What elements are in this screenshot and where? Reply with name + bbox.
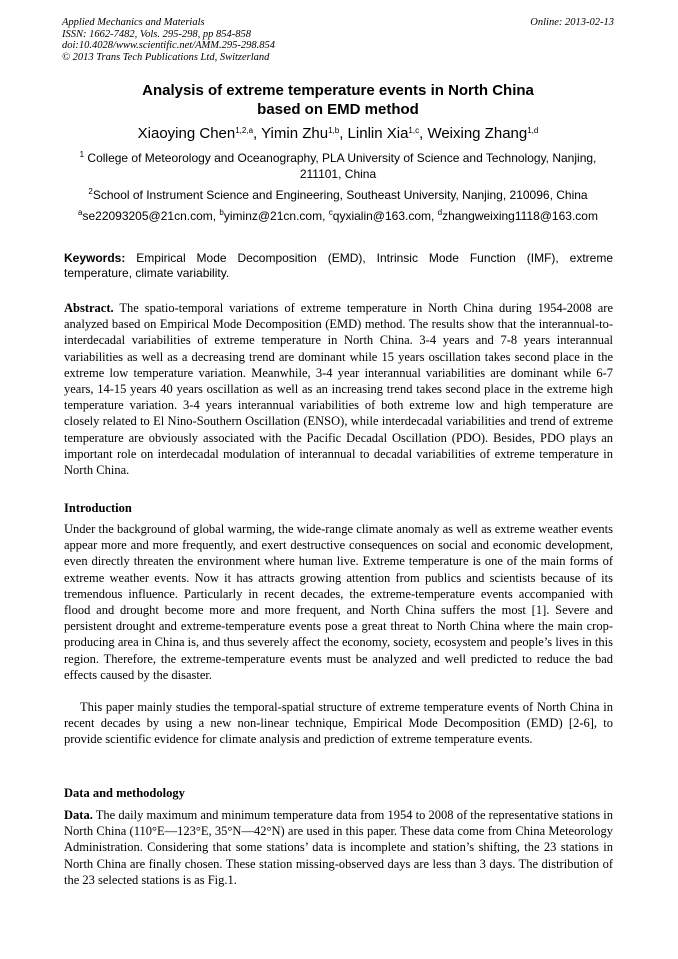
data-label: Data.: [64, 808, 93, 822]
introduction-paragraph-2: This paper mainly studies the temporal-spatial structure of extreme temperature events of North China in recent decades by using a new non-linear technique, Empirical Mode Decomposition (EMD) [2-6], to provide scientific evidence for climate analysis and prediction of extreme temperature events.: [64, 700, 613, 747]
journal-name: Applied Mechanics and Materials: [62, 17, 205, 28]
keywords: [64, 251, 613, 281]
affiliation-2: $^2$School of Instrument Science and Engineering, Southeast University, Nanjing, 210096, China: [88, 187, 588, 202]
author-list: Xiaoying Chen$^{1,2,a}$, Yimin Zhu$^{1,b}$, Linlin Xia$^{1,c}$, Weixing Zhang$^{1,d}$: [137, 125, 539, 142]
keywords-label: Keywords:: [64, 251, 126, 265]
email-link[interactable]: se22093205@21cn.com,: [82, 209, 220, 223]
data-text: The daily maximum and minimum temperature data from 1954 to 2008 of the representative stations in North China (110°E—123°E, 35°N—42°N) are used in this paper. These data come from China Meteorology Administration. Considering that some stations’ data is incomplete and station’s shifting, the 23 stations in North China are finally chosen. These station missing-observed days are less than 3 days. The distribution of the 23 selected stations is as Fig.1.: [64, 808, 613, 887]
affiliation-1: $^1$ College of Meteorology and Oceanography, PLA University of Science and Technology, Nanjing, 211101, China: [79, 150, 597, 181]
author-name: Weixing Zhang: [427, 125, 528, 142]
title-line-1: Analysis of extreme temperature events in North China: [142, 82, 534, 99]
abstract-label: Abstract.: [64, 301, 114, 315]
doi-line: doi:10.4028/www.scientific.net/AMM.295-298.854: [62, 40, 275, 51]
author-affil-sup: 1,d: [527, 126, 539, 135]
author-name: Xiaoying Chen: [137, 125, 236, 142]
keywords-text: Empirical Mode Decomposition (EMD), Intrinsic Mode Function (IMF), extreme temperature, climate variability.: [64, 251, 613, 280]
title-line-2: based on EMD method: [257, 101, 419, 118]
copyright-line: © 2013 Trans Tech Publications Ltd, Switzerland: [62, 51, 270, 63]
author-emails: $^a$se22093205@21cn.com, $^b$yiminz@21cn.com, $^c$qyxialin@163.com, $^d$zhangweixing1118@163.com: [78, 208, 598, 223]
issn-line: ISSN: 1662-7482, Vols. 295-298, pp 854-858: [62, 28, 251, 40]
author-affil-sup: 1,b: [328, 126, 340, 135]
introduction-heading: Introduction: [64, 501, 132, 515]
author-affil-sup: 1,c: [408, 126, 420, 135]
email-link[interactable]: yiminz@21cn.com,: [223, 209, 329, 223]
email-link[interactable]: zhangweixing1118@163.com: [442, 209, 598, 223]
abstract-text: The spatio-temporal variations of extreme temperature in North China during 1954-2008 are analyzed based on Empirical Mode Decomposition (EMD) method. The results show that the interannual-to-interdecadal variabilities of extreme temperature in North China. 3-4 years and 7-8 years interannual variabilities as well as a decreasing trend are dominant while 15 years oscillation takes second place in the extreme low temperature variation. Meanwhile, 3-4 year interannual variabilities are dominant while 6-7 years, 14-15 years 40 years oscillation as well as an increasing trend takes second place in the extreme high temperature variation. 3-4 years interannual variabilities of both extreme low and high temperature are closely related to El Nino-Southern Oscillation (ENSO), while interdecadal variabilities and trend of extreme temperature are obviously associated with the Pacific Decadal Oscillation (PDO). Besides, PDO plays an important role on interdecadal modulation of interannual to decadal variabilities of extreme temperature in North China.: [64, 301, 613, 478]
online-date: Online: 2013-02-13: [530, 17, 614, 28]
email-link[interactable]: qyxialin@163.com,: [332, 209, 438, 223]
introduction-paragraph-1: Under the background of global warming, the wide-range climate anomaly as well as extreme weather events appear more and more frequently, and exert destructive consequences on social and economic development, even directly threaten the environment where human live. Extreme temperature is one of the main forms of extreme weather events. Now it has attracts growing attention from publics and scientists because of its tremendous influence. Particularly in recent decades, the extreme-temperature events accompanied with flood and drought become more and more frequent, and North China suffers the most [1]. Severe and persistent drought and extreme-temperature events pose a great threat to North China where the main crop-producing area in China is, and thus severely affect the economy, society, ecosystem and people’s lives in this region. Therefore, the extreme-temperature events must be analyzed and well predicted to reduce the bad effects caused by the disaster.: [64, 522, 613, 682]
paper-title: [60, 81, 616, 119]
data-paragraph: [64, 807, 613, 888]
abstract: [64, 300, 613, 478]
data-methodology-heading: Data and methodology: [64, 786, 185, 800]
author-name: Linlin Xia: [347, 125, 409, 142]
journal-header: [62, 17, 275, 63]
author-affil-sup: 1,2,a: [235, 126, 254, 135]
author-name: Yimin Zhu: [261, 125, 329, 142]
